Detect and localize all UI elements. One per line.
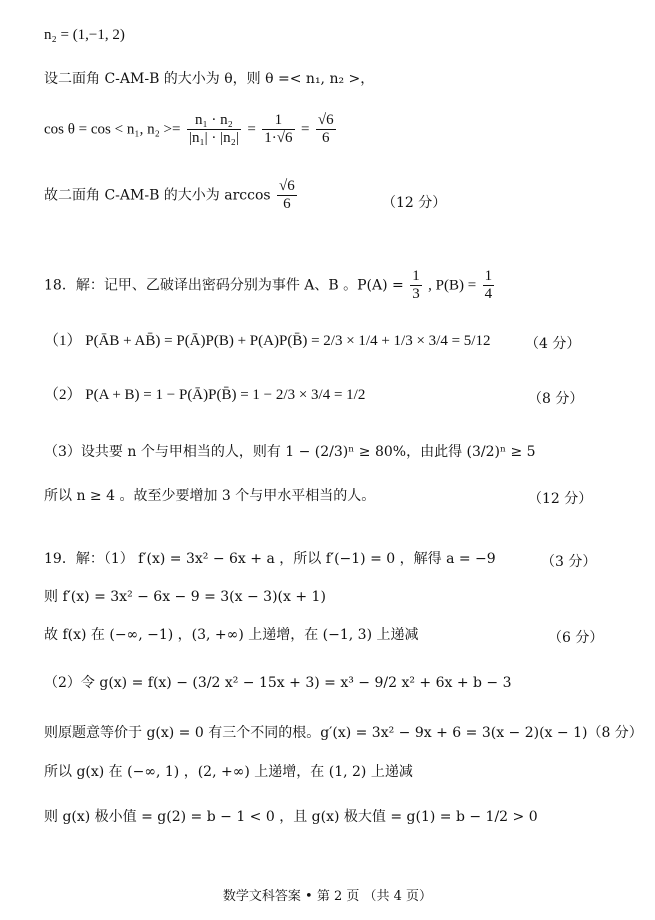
q18-part4-score: （12 分）: [528, 491, 593, 507]
q19-part2-line: （2）令 g(x) = f(x) − (3/2 x² − 15x + 3) = x³ − 9/2 x² + 6x + b − 3: [44, 675, 512, 691]
cos-frac-1-num: n₁ · n₂: [187, 112, 241, 130]
conclusion-num: √6: [279, 178, 295, 194]
n2-vector: n₂ = (1,−1, 2): [44, 27, 125, 43]
q18-pb-frac: [483, 268, 495, 303]
cos-frac-3-den: 6: [322, 130, 330, 146]
q18-part4-line: 所以 n ≥ 4 。故至少要增加 3 个与甲水平相当的人。: [44, 488, 376, 504]
conclusion-score: （12 分）: [382, 195, 447, 211]
q19-derivative-line: 则 f′(x) = 3x² − 6x − 9 = 3(x − 3)(x + 1): [44, 589, 326, 605]
q19-extrema-line: 则 g(x) 极小值 = g(2) = b − 1 < 0 ，且 g(x) 极大值 = g(1) = b − 1/2 > 0: [44, 809, 538, 825]
q18-part1-score: （4 分）: [525, 336, 581, 352]
conclusion-frac: [277, 178, 297, 213]
q19-part1-score: （3 分）: [541, 554, 597, 570]
cos-frac-1: [187, 112, 241, 147]
q19-monotone-score: （6 分）: [548, 630, 604, 646]
q19-equivalent-line: 则原题意等价于 g(x) = 0 有三个不同的根。g′(x) = 3x² − 9x + 6 = 3(x − 2)(x − 1)（8 分）: [44, 725, 643, 741]
eq-sign-1: =: [247, 121, 256, 138]
page-footer: 数学文科答案 • 第 2 页 （共 4 页）: [222, 889, 433, 904]
q19-monotone-line: 故 f(x) 在 (−∞, −1) ，(3, +∞) 上递增，在 (−1, 3) 上递减: [44, 627, 419, 643]
cos-frac-2: [262, 112, 294, 147]
cos-lhs: cos θ = cos < n₁, n₂ >=: [44, 121, 181, 138]
q18-pa-den: 3: [412, 286, 420, 302]
conclusion-den: 6: [283, 196, 291, 212]
conclusion-text: 故二面角 C-AM-B 的大小为 arccos: [44, 187, 271, 204]
q18-part1-line: [44, 332, 490, 350]
q18-pb-den: 4: [484, 286, 493, 302]
q18-part1-lhs: （1） P(ĀB + AB̄) = P(Ā)P(B) + P(A)P(B̄) =: [44, 333, 320, 349]
q18-part2-line: [44, 386, 365, 404]
q18-part2-score: （8 分）: [528, 391, 584, 407]
q18-pa-num: 1: [412, 268, 420, 284]
cos-line: [44, 112, 338, 147]
cos-frac-1-den: |n₁| · |n₂|: [188, 130, 239, 146]
eq-sign-2: =: [300, 121, 310, 138]
set-theta-line: 设二面角 C-AM-B 的大小为 θ，则 θ =< n₁, n₂ >，: [44, 71, 375, 87]
conclusion-line: [44, 178, 299, 213]
q18-part2-lhs: （2） P(A + B) = 1 − P(Ā)P(B̄) = 1 −: [44, 387, 273, 403]
q18-pb-text: , P(B) =: [428, 277, 477, 294]
cos-frac-2-den: 1·√6: [264, 130, 293, 146]
q18-part2-rhs: 2/3 × 3/4 = 1/2: [275, 387, 366, 403]
q18-pb-num: 1: [484, 268, 493, 284]
cos-frac-3-num: √6: [317, 112, 334, 128]
cos-frac-2-num: 1: [262, 112, 294, 130]
q18-pa-frac: [410, 268, 422, 303]
cos-frac-3: [316, 112, 336, 147]
q19-g-monotone-line: 所以 g(x) 在 (−∞, 1) ，(2, +∞) 上递增，在 (1, 2) 上递减: [44, 764, 413, 780]
q19-part1-line: 19．解：（1） f′(x) = 3x² − 6x + a ，所以 f′(−1) = 0 ，解得 a = −9: [44, 551, 496, 567]
q18-part3-line: （3）设共要 n 个与甲相当的人，则有 1 − (2/3)ⁿ ≥ 80%，由此得 (3/2)ⁿ ≥ 5: [44, 444, 536, 460]
q18-part1-rhs: 2/3 × 1/4 + 1/3 × 3/4 = 5/12: [323, 333, 491, 349]
q18-intro-text: 18．解：记甲、乙破译出密码分别为事件 A、B 。P(A) =: [44, 277, 404, 294]
q18-intro-line: [44, 268, 496, 303]
